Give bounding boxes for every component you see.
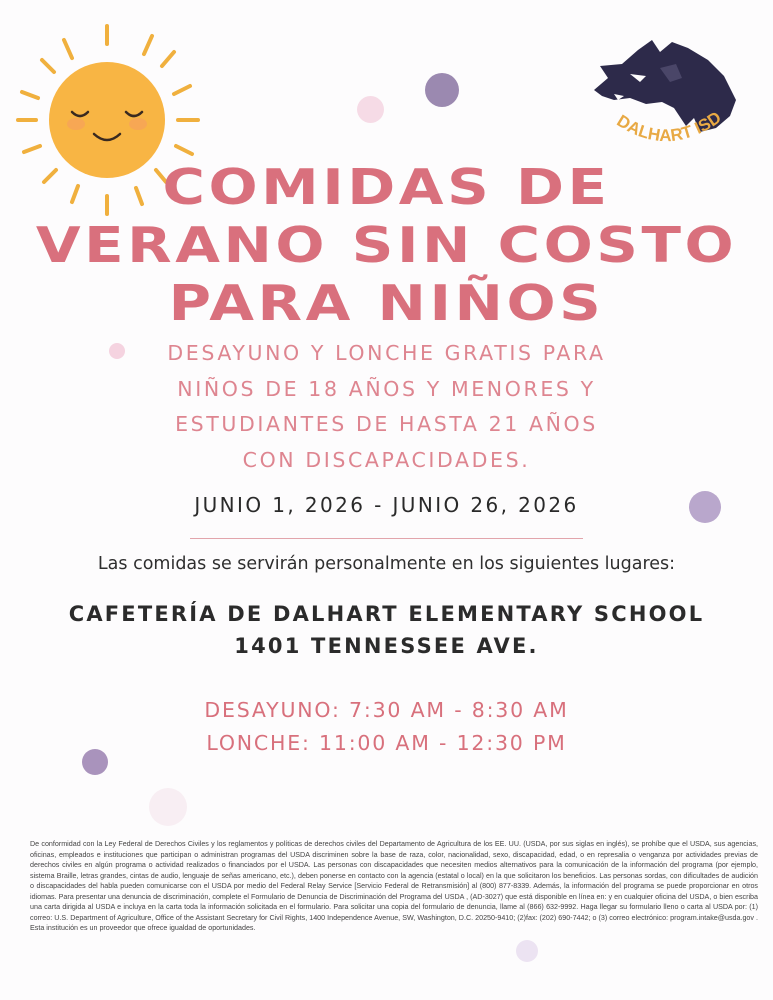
date-range: JUNIO 1, 2026 - JUNIO 26, 2026 bbox=[194, 493, 579, 517]
page-title bbox=[0, 159, 773, 333]
title-line-2: VERANO SIN COSTO bbox=[35, 217, 738, 274]
title-line-3: PARA NIÑOS bbox=[168, 275, 605, 332]
lunch-hours: LONCHE: 11:00 AM - 12:30 PM bbox=[206, 731, 567, 755]
subtitle-line-4: CON DISCAPACIDADES. bbox=[242, 447, 531, 472]
decor-dot-faint bbox=[149, 788, 187, 826]
locations-intro: Las comidas se servirán personalmente en los siguientes lugares: bbox=[97, 554, 676, 574]
logo-text: DALHART ISD bbox=[613, 108, 725, 146]
eligibility-text bbox=[110, 336, 663, 478]
breakfast-hours: DESAYUNO: 7:30 AM - 8:30 AM bbox=[204, 698, 569, 722]
decor-dot-purple bbox=[425, 73, 459, 107]
subtitle-line-1: DESAYUNO Y LONCHE GRATIS PARA bbox=[167, 341, 606, 365]
decor-dot-faint bbox=[516, 940, 538, 962]
location-address: 1401 TENNESSEE AVE. bbox=[234, 634, 539, 658]
divider bbox=[190, 538, 583, 539]
location-block bbox=[0, 598, 773, 662]
svg-text:DALHART ISD bbox=[614, 108, 725, 145]
decor-dot-pink bbox=[357, 96, 384, 123]
title-line-1: COMIDAS DE bbox=[162, 159, 611, 216]
subtitle-line-2: NIÑOS DE 18 AÑOS Y MENORES Y bbox=[177, 376, 596, 401]
subtitle-line-3: ESTUDIANTES DE HASTA 21 AÑOS bbox=[175, 412, 598, 436]
logo-arc-text bbox=[600, 108, 736, 158]
nondiscrimination-statement: De conformidad con la Ley Federal de Derechos Civiles y los reglamentos y políticas de derechos civiles del Departamento de Agricultura de los EE. UU. (USDA, por sus siglas en inglés), se prohíbe que el USDA, sus agencias, oficinas, empleados e instituciones que participan o administran programas del USDA discriminen sobre la base de raza, color, nacionalidad, sexo, discapacidad, edad, o en represalia o venganza por actividades previas de derechos civiles en algún programa o actividad realizados o financiados por el USDA. Las personas con discapacidades que necesiten medios alternativos para la comunicación de la información del programa (por ejemplo, sistema Braille, letras grandes, cintas de audio, lenguaje de señas americano, etc.), deben ponerse en contacto con la agencia (estatal o local) en la que solicitaron los beneficios. Las personas sordas, con dificultades de audición o discapacidades del habla pueden comunicarse con el USDA por medio del Federal Relay Service [Servicio Federal de Retransmisión] al (800) 877-8339. Además, la información del programa se puede proporcionar en otros idiomas. Para presentar una denuncia de discriminación, complete el Formulario de Denuncia de Discriminación del Programa del USDA , (AD-3027) que está disponible en línea en: y en cualquier oficina del USDA, o bien escriba una carta dirigida al USDA e incluya en la carta toda la información solicitada en el formulario. Para solicitar una copia del formulario de denuncia, llame al (866) 632-9992. Haga llegar su formulario lleno o carta al USDA por: (1) correo: U.S. Department of Agriculture, Office of the Assistant Secretary for Civil Rights, 1400 Independence Avenue, SW, Washington, D.C. 20250-9410; (2)fax: (202) 690-7442; o (3) correo electrónico: program.intake@usda.gov . Esta institución es un proveedor que ofrece igualdad de oportunidades. bbox=[30, 840, 758, 932]
location-name: CAFETERÍA DE DALHART ELEMENTARY SCHOOL bbox=[68, 602, 705, 626]
